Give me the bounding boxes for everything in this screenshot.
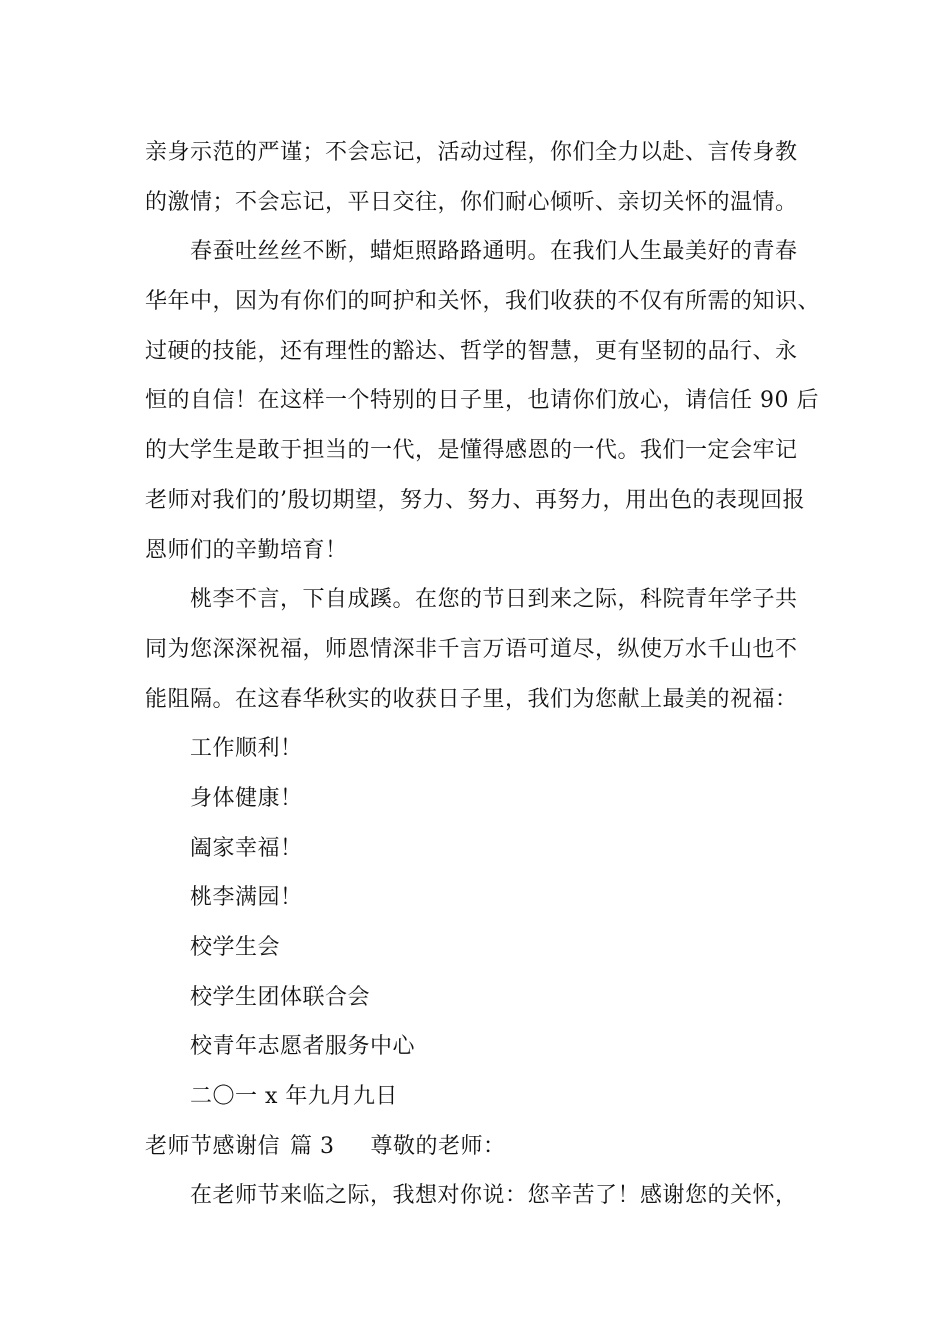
wish-line: 工作顺利！ [190, 736, 303, 762]
text-line: 同为您深深祝福，师恩情深非千言万语可道尽，纵使万水千山也不 [145, 636, 798, 662]
text-line: 的激情；不会忘记，平日交往，你们耐心倾听、亲切关怀的温情。 [145, 189, 798, 215]
date-line: 二〇一 x 年九月九日 [190, 1084, 398, 1110]
text-line: 亲身示范的严谨；不会忘记，活动过程，你们全力以赴、言传身教 [145, 140, 798, 165]
text-line: 老师对我们的’殷切期望，努力、努力、再努力，用出色的表现回报 [145, 487, 805, 513]
text-line: 华年中，因为有你们的呵护和关怀，我们收获的不仅有所需的知识、 [145, 289, 821, 315]
text-line: 恒的自信！在这样一个特别的日子里，也请你们放心，请信任 90 后 [145, 388, 819, 414]
section-number: 篇 3 [290, 1133, 335, 1159]
signature-line: 校学生会 [190, 935, 281, 960]
text-line: 能阻隔。在这春华秋实的收获日子里，我们为您献上最美的祝福： [145, 686, 798, 712]
text-line: 过硬的技能，还有理性的豁达、哲学的智慧，更有坚韧的品行、永 [145, 338, 798, 364]
letter-body [145, 128, 825, 1221]
wish-line: 桃李满园！ [190, 885, 303, 911]
paragraph-start-line: 在老师节来临之际，我想对你说：您辛苦了！感谢您的关怀， [190, 1183, 798, 1209]
text-line: 的大学生是敢于担当的一代，是懂得感恩的一代。我们一定会牢记 [145, 438, 798, 464]
section-heading [145, 1122, 825, 1172]
wish-line: 身体健康！ [190, 785, 303, 811]
signature-line: 校学生团体联合会 [190, 984, 371, 1010]
text-line: 恩师们的辛勤培育！ [145, 537, 348, 563]
section-title: 老师节感谢信 [145, 1133, 281, 1159]
paragraph-start-line: 春蚕吐丝丝不断，蜡炬照路路通明。在我们人生最美好的青春 [190, 239, 798, 265]
signature-line: 校青年志愿者服务中心 [190, 1034, 416, 1060]
paragraph-start-line: 桃李不言，下自成蹊。在您的节日到来之际，科院青年学子共 [190, 587, 798, 613]
salutation: 尊敬的老师： [370, 1133, 506, 1159]
wish-line: 阖家幸福！ [190, 835, 303, 861]
